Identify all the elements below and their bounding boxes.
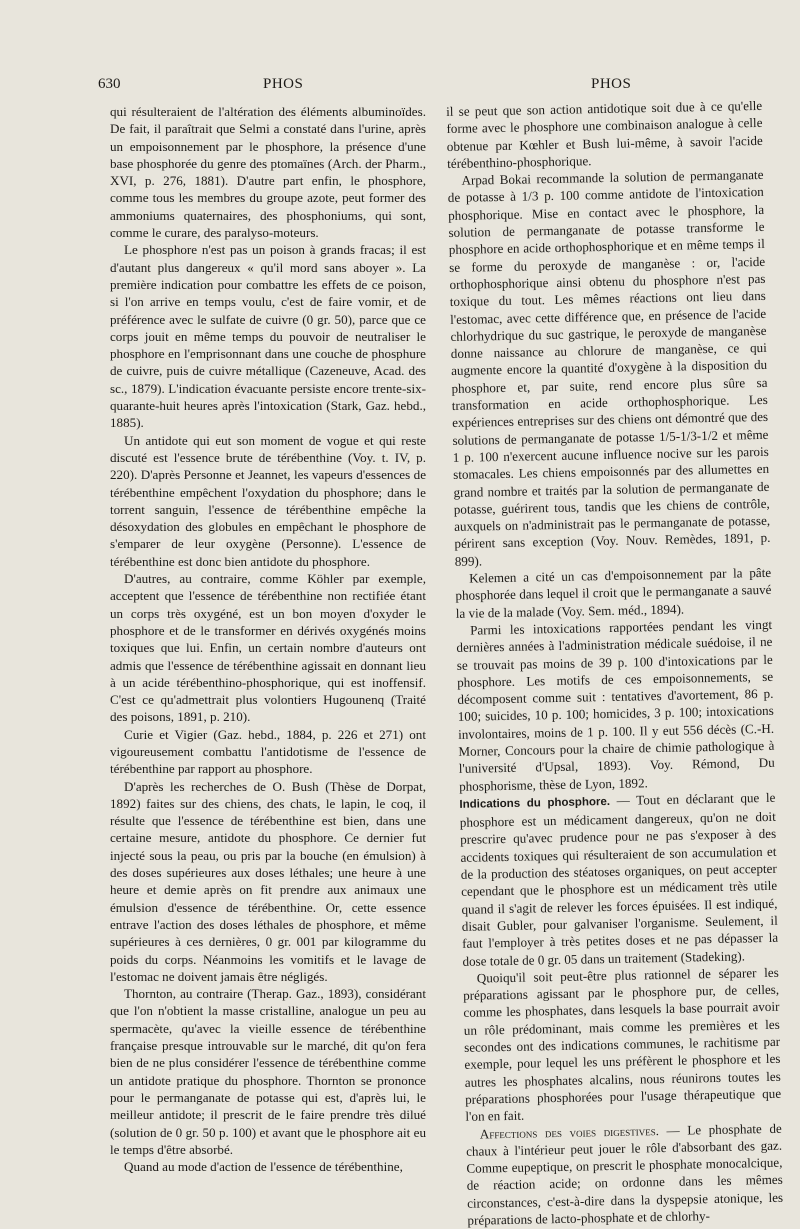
section-heading: Indications du phosphore.	[459, 795, 611, 811]
page-number: 630	[98, 76, 121, 92]
paragraph: qui résulteraient de l'altération des éléments albuminoïdes. De fait, il paraîtrait que Selmi a constaté dans l'urine, après un empoisonnement par le phosphore, la présence d'une base phosphorée du genre des ptomaïnes (Arch. der Pharm., XVI, p. 276, 1881). D'autre part enfin, le phosphore, comme tous les membres du groupe azote, peut former des ammoniums quaternaires, des phosphoniums, qui sont, comme le curare, des paralyso-moteurs.	[110, 104, 426, 241]
paragraph: Quoiqu'il soit peut-être plus rationnel de séparer les préparations agissant par le phosphore pur, de celles, comme les phosphates, dans lesquels la base pourrait avoir un rôle prédominant, mais comme les premières et les secondes ont des indications communes, le rachitisme par exemple, pour lequel les uns préfèrent le phosphore et les autres les phosphates alcalins, nous réunirons toutes les préparations phosphorées pour l'usage thérapeutique que l'on en fait.	[462, 964, 782, 1125]
paragraph: Curie et Vigier (Gaz. hebd., 1884, p. 226 et 271) ont vigoureusement combattu l'antidotisme de l'essence de térébenthine par rapport au phosphore.	[110, 726, 426, 777]
paragraph-text: — Tout en déclarant que le phosphore est un médicament dangereux, qu'on ne doit prescrire qu'avec prudence pour ne pas s'exposer à des accidents toxiques qui résulteraient de son accumulation et de la production des stéatoses organiques, on peut accepter cependant que le phosphore est un médicament très utile quand il s'agit de relever les forces épuisées. Il est indiqué, disait Gubler, pour galvaniser l'organisme. Seulement, il faut l'employer à très petites doses et ne pas dépasser la dose totale de 0 gr. 05 dans un traitement (Stadeking).	[459, 789, 779, 969]
left-column	[110, 103, 426, 1175]
running-head-right: PHOS	[591, 76, 632, 92]
paragraph: Kelemen a cité un cas d'empoisonnement par la pâte phosphorée dans lequel il croit que le permanganate a sauvé la vie de la malade (Voy. Sem. méd., 1894).	[455, 564, 772, 621]
paragraph: Thornton, au contraire (Therap. Gaz., 1893), considérant que l'on n'obtient la masse cristalline, analogue un peu au spermacète, qu'avec la vieille essence de térébenthine française presque introuvable sur le marché, dit qu'on fera bien de ne plus considérer l'essence de térébenthine comme un antidote pratique du phosphore. Thornton se prononce pour le permanganate de potasse qui est, d'après lui, le meilleur antidote; il prescrit de le faire prendre très dilué (solution de 0 gr. 50 p. 100) et avant que le phosphore ait eu le temps d'être absorbé.	[110, 986, 426, 1157]
running-head-left: PHOS	[263, 76, 304, 92]
paragraph: Un antidote qui eut son moment de vogue et qui reste discuté est l'essence brute de térébenthine (Voy. t. IV, p. 220). D'après Personne et Jeannet, les vapeurs d'essences de térébenthine empêchent l'oxydation du phosphore; dans le torrent sanguin, l'essence de térébenthine empêche la désoxydation des globules en empêchant le phosphore de s'emparer de leur oxygène (Personne). L'essence de térébenthine est donc bien antidote du phosphore.	[110, 432, 426, 569]
paragraph: il se peut que son action antidotique soit due à ce qu'elle forme avec le phosphore une combinaison analogue à celle obtenue par Kœhler et Bush lui-même, à savoir l'acide térébenthino-phosphorique.	[446, 97, 763, 171]
paragraph: D'après les recherches de O. Bush (Thèse de Dorpat, 1892) faites sur des chiens, des chats, le lapin, le coq, il résulte que l'essence de térébenthine est bien, dans une certaine mesure, antidote du phosphore. Ce dernier fut injecté sous la peau, ou pris par la bouche (en émulsion) à des doses supérieures aux doses léthales; une heure à une heure et demie après on fit prendre aux animaux une émulsion d'essence de térébenthine. Or, cette essence entrave l'action des doses léthales de phosphore, et même supérieures à ces dernières, 0 gr. 001 par kilogramme du poids du corps. Néanmoins les vomitifs et le lavage de l'estomac ne doivent jamais être négligés.	[110, 778, 426, 984]
section-heading: Affections des voies digestives.	[479, 1122, 660, 1142]
paragraph: D'autres, au contraire, comme Köhler par exemple, acceptent que l'essence de térébenthine non rectifiée étant un corps très oxygéné, est un bon moyen d'oxyder le phosphore et de le transformer en dérivés oxygénés moins toxiques que lui. Enfin, un certain nombre d'auteurs ont admis que l'essence de térébenthine agissait en donnant lieu à un acide térébenthino-phosphorique, qui est inoffensif. C'est ce qu'admettrait plus volontiers Hugounenq (Traité des poisons, 1891, p. 210).	[110, 571, 426, 725]
section-paragraph	[459, 789, 778, 970]
paragraph: Quand au mode d'action de l'essence de térébenthine,	[124, 1159, 403, 1175]
page-header	[0, 76, 800, 98]
paragraph-text: — Le phosphate de chaux à l'intérieur peut jouer le rôle d'absorbant des gaz. Comme eupeptique, on prescrit le phosphate monocalcique, de réaction acide; on ordonne dans les mêmes circonstances, c'est-à-dire dans la dyspepsie atonique, les préparations de lacto-phosphate et de chlorhy-	[465, 1120, 784, 1228]
right-column	[446, 97, 784, 1229]
paragraph: Parmi les intoxications rapportées pendant les vingt dernières années à l'administration médicale suédoise, il ne se trouvait pas moins de 39 p. 100 d'intoxications par le phosphore. Les motifs de ces empoisonnements, se décomposent comme suit : tentatives d'avortement, 86 p. 100; suicides, 10 p. 100; homicides, 3 p. 100; intoxications involontaires, moins de 1 p. 100. Il y eut 556 décès (C.-H. Morner, Concours pour la chaire de chimie pathologique à l'université d'Upsal, 1893). Voy. Rémond, Du phosphorisme, thèse de Lyon, 1892.	[456, 616, 775, 794]
paragraph: Le phosphore n'est pas un poison à grands fracas; il est d'autant plus dangereux « qu'il mord sans aboyer ». La première indication pour combattre les effets de ce poison, si l'on arrive en temps voulu, c'est de faire vomir, et de préférence avec le sulfate de cuivre (0 gr. 50), parce que ce corps jouit en même temps du pouvoir de neutraliser le phosphore en l'emprisonnant dans une couche de phosphure de cuivre, puis de cuivre métallique (Cazeneuve, Acad. des sc., 1879). L'indication évacuante persiste encore trente-six-quarante-huit heures après l'intoxication (Stark, Gaz. hebd., 1885).	[110, 242, 426, 431]
paragraph: Arpad Bokai recommande la solution de permanganate de potasse à 1/3 p. 100 comme antidote de l'intoxication phosphorique. Mise en contact avec le phosphore, la solution de permanganate de potasse transforme le phosphore en acide orthophosphorique et en même temps il se forme du peroxyde de manganèse : or, l'acide orthophosphorique ainsi obtenu du phosphore n'est pas toxique du tout. Les mêmes réactions ont lieu dans l'estomac, avec cette différence que, en présence de l'acide chlorhydrique du suc gastrique, le peroxyde de manganèse donne naissance au chlorure de manganèse, ce qui augmente encore la quantité d'oxygène à la disposition du phosphore et, par suite, rend encore plus sûre sa transformation en acide orthophosphorique. Les expériences entreprises sur des chiens ont démontré que des solutions de permanganate de potasse 1/5-1/3-1/2 et même 1 p. 100 n'exercent aucune influence nocive sur les parois stomacales. Les chiens empoisonnés par des allumettes en grand nombre et traités par la solution de permanganate de potasse, guérirent tous, tandis que les chiens de contrôle, auxquels on n'administrait pas le permanganate de potasse, périrent sans exception (Voy. Nouv. Remèdes, 1891, p. 899).	[447, 167, 771, 569]
section-paragraph	[466, 1119, 784, 1229]
